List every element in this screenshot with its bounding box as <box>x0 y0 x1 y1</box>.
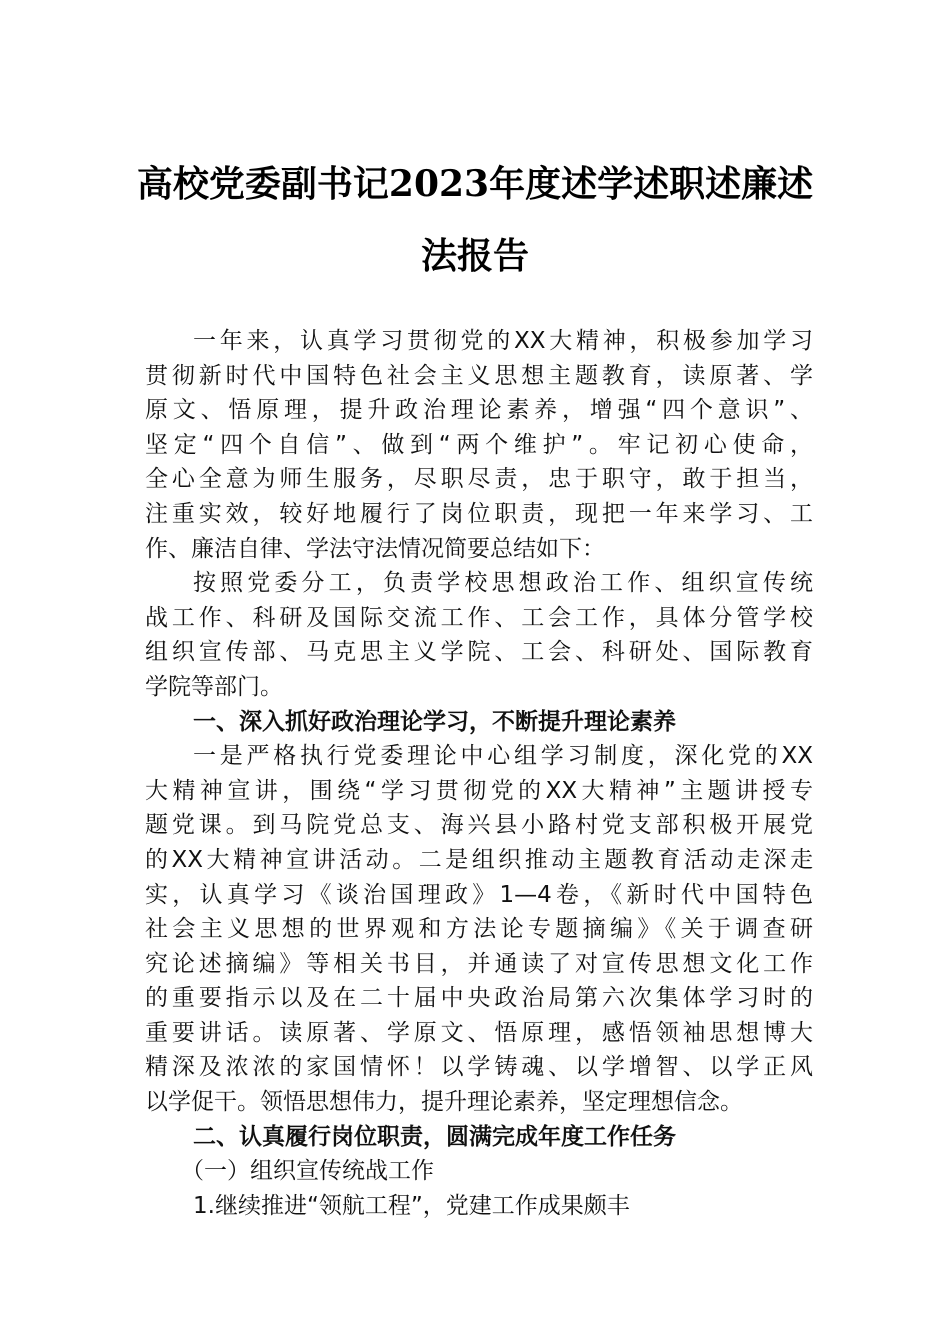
paragraph-line: 按照党委分工，负责学校思想政治工作、组织宣传统 <box>193 570 813 597</box>
paragraph-line: 的XX大精神宣讲活动。二是组织推动主题教育活动走深走 <box>145 846 813 873</box>
paragraph-line: 坚定“四个自信”、做到“两个维护”。牢记初心使命， <box>145 431 813 458</box>
subsection-heading: （一）组织宣传统战工作 <box>181 1158 434 1185</box>
paragraph-line: 社会主义思想的世界观和方法论专题摘编》《关于调查研 <box>145 916 813 943</box>
document-body <box>145 324 813 1223</box>
paragraph-line: 注重实效，较好地履行了岗位职责，现把一年来学习、工 <box>145 500 813 527</box>
section-heading-2: 二、认真履行岗位职责，圆满完成年度工作任务 <box>193 1123 676 1150</box>
paragraph-line: 以学促干。领悟思想伟力，提升理论素养，坚定理想信念。 <box>145 1089 743 1116</box>
paragraph-line: 究论述摘编》等相关书目，并通读了对宣传思想文化工作 <box>145 950 813 977</box>
paragraph-line: 一年来，认真学习贯彻党的XX大精神，积极参加学习 <box>193 328 813 354</box>
paragraph-line: 全心全意为师生服务，尽职尽责，忠于职守，敢于担当， <box>145 466 813 493</box>
paragraph-line: 战工作、科研及国际交流工作、工会工作，具体分管学校 <box>145 604 813 631</box>
paragraph-line: 一是严格执行党委理论中心组学习制度，深化党的XX <box>193 743 813 770</box>
paragraph-line: 的重要指示以及在二十届中央政治局第六次集体学习时的 <box>145 985 813 1012</box>
paragraph-line: 精深及浓浓的家国情怀！以学铸魂、以学增智、以学正风 <box>145 1054 813 1081</box>
paragraph-line: 贯彻新时代中国特色社会主义思想主题教育，读原著、学 <box>145 362 813 389</box>
numbered-item-heading: 1.继续推进“领航工程”，党建工作成果颇丰 <box>193 1192 630 1219</box>
paragraph-line: 大精神宣讲，围绕“学习贯彻党的XX大精神”主题讲授专 <box>145 777 813 804</box>
paragraph-line: 学院等部门。 <box>145 673 283 700</box>
paragraph-line: 实，认真学习《谈治国理政》1—4卷，《新时代中国特色 <box>145 881 813 908</box>
paragraph-line: 原文、悟原理，提升政治理论素养，增强“四个意识”、 <box>145 397 813 424</box>
paragraph-line: 题党课。到马院党总支、海兴县小路村党支部积极开展党 <box>145 812 813 839</box>
paragraph-line: 作、廉洁自律、学法守法情况简要总结如下： <box>145 535 605 562</box>
paragraph-line: 重要讲话。读原著、学原文、悟原理，感悟领袖思想博大 <box>145 1019 813 1046</box>
document-title-line-2: 法报告 <box>420 235 529 277</box>
document-title-line-1: 高校党委副书记2023年度述学述职述廉述 <box>136 163 814 205</box>
section-heading-1: 一、深入抓好政治理论学习，不断提升理论素养 <box>193 708 676 735</box>
paragraph-line: 组织宣传部、马克思主义学院、工会、科研处、国际教育 <box>145 639 813 666</box>
